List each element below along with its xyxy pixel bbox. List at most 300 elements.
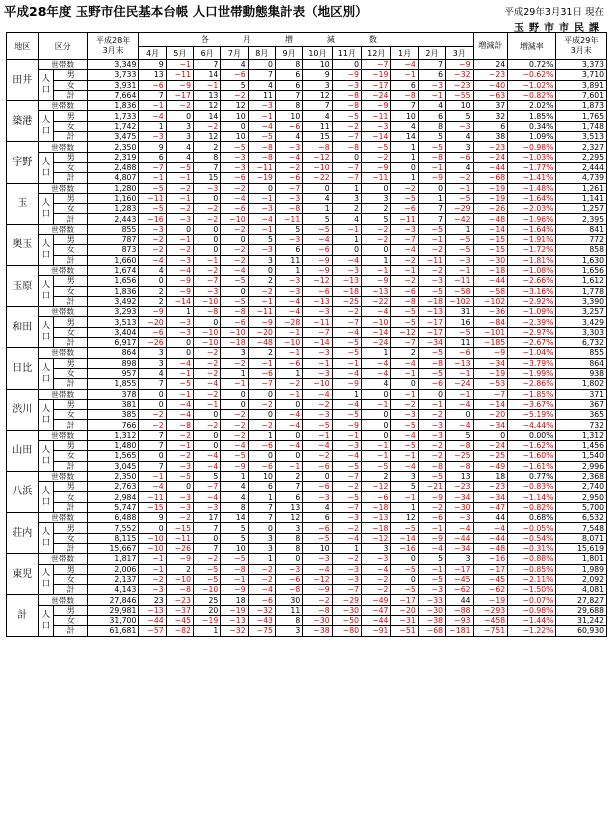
monthly-change: 2 xyxy=(139,286,166,296)
monthly-change: −3 xyxy=(418,430,445,440)
total-change: −14 xyxy=(473,399,508,409)
monthly-change: 12 xyxy=(275,513,302,523)
monthly-change: 0 xyxy=(332,245,361,255)
monthly-change: −5 xyxy=(391,585,418,595)
start-value: 7,664 xyxy=(87,90,138,100)
monthly-change: 5 xyxy=(248,235,275,245)
monthly-change: −2 xyxy=(166,430,193,440)
monthly-change: 6 xyxy=(303,513,332,523)
end-value: 841 xyxy=(556,224,607,234)
monthly-change: 8 xyxy=(275,616,302,626)
monthly-change: −20 xyxy=(391,605,418,615)
monthly-change: −1 xyxy=(193,399,220,409)
row-label-households: 世帯数 xyxy=(38,224,87,234)
monthly-change: −3 xyxy=(418,585,445,595)
monthly-change: −4 xyxy=(391,430,418,440)
monthly-change: −4 xyxy=(275,440,302,450)
table-row xyxy=(7,60,607,70)
monthly-change: 2 xyxy=(275,471,302,481)
change-rate: −1.03% xyxy=(508,152,556,162)
change-rate: −1.02% xyxy=(508,80,556,90)
monthly-change: 3 xyxy=(446,554,473,564)
monthly-change: 3 xyxy=(248,543,275,553)
monthly-change: 0 xyxy=(332,60,361,70)
monthly-change: −17 xyxy=(166,90,193,100)
monthly-change: −5 xyxy=(418,286,445,296)
monthly-change: −4 xyxy=(303,389,332,399)
monthly-change: −12 xyxy=(391,327,418,337)
table-row xyxy=(7,276,607,286)
monthly-change: −2 xyxy=(193,389,220,399)
total-change: −34 xyxy=(473,492,508,502)
table-row xyxy=(7,420,607,430)
header-month: 9月 xyxy=(275,47,302,60)
monthly-change: −5 xyxy=(446,193,473,203)
monthly-change: −4 xyxy=(362,368,391,378)
monthly-change: −12 xyxy=(303,152,332,162)
monthly-change: −1 xyxy=(166,235,193,245)
change-rate: −1.72% xyxy=(508,245,556,255)
header-category: 区分 xyxy=(38,33,87,60)
monthly-change: −5 xyxy=(391,523,418,533)
monthly-change: −1 xyxy=(446,389,473,399)
population-category: 人口 xyxy=(38,564,54,595)
change-rate: −3.67% xyxy=(508,399,556,409)
row-label-total: 計 xyxy=(54,338,88,348)
end-value: 2,395 xyxy=(556,214,607,224)
monthly-change: −8 xyxy=(332,101,361,111)
monthly-change: 6 xyxy=(139,152,166,162)
row-label-female: 女 xyxy=(54,368,88,378)
district-name: 八浜 xyxy=(7,471,39,512)
row-label-total: 計 xyxy=(54,132,88,142)
monthly-change: 0 xyxy=(446,410,473,420)
start-value: 3,293 xyxy=(87,307,138,317)
monthly-change: 0 xyxy=(221,389,248,399)
end-value: 4,081 xyxy=(556,585,607,595)
monthly-change: 1 xyxy=(362,348,391,358)
monthly-change: −3 xyxy=(275,276,302,286)
monthly-change: −22 xyxy=(303,173,332,183)
end-value: 3,513 xyxy=(556,132,607,142)
monthly-change: 6 xyxy=(275,70,302,80)
start-value: 27,846 xyxy=(87,595,138,605)
monthly-change: −24 xyxy=(362,90,391,100)
monthly-change: 10 xyxy=(221,543,248,553)
monthly-change: −24 xyxy=(446,379,473,389)
start-value: 957 xyxy=(87,368,138,378)
monthly-change: −1 xyxy=(248,193,275,203)
row-label-male: 男 xyxy=(54,193,88,203)
monthly-change: 3 xyxy=(166,121,193,131)
monthly-change: −5 xyxy=(391,307,418,317)
monthly-change: −1 xyxy=(248,296,275,306)
total-change: −26 xyxy=(473,204,508,214)
monthly-change: −3 xyxy=(332,80,361,90)
monthly-change: −4 xyxy=(275,307,302,317)
end-value: 1,456 xyxy=(556,440,607,450)
monthly-change: −17 xyxy=(418,317,445,327)
start-value: 3,045 xyxy=(87,461,138,471)
row-label-male: 男 xyxy=(54,152,88,162)
table-row xyxy=(7,193,607,203)
monthly-change: −24 xyxy=(362,338,391,348)
monthly-change: −3 xyxy=(391,224,418,234)
monthly-change: −10 xyxy=(193,338,220,348)
population-category: 人口 xyxy=(38,358,54,389)
total-change: −45 xyxy=(473,574,508,584)
end-value: 1,801 xyxy=(556,554,607,564)
monthly-change: 7 xyxy=(275,482,302,492)
monthly-change: 0 xyxy=(193,430,220,440)
monthly-change: 7 xyxy=(193,523,220,533)
monthly-change: −1 xyxy=(446,183,473,193)
start-value: 1,280 xyxy=(87,183,138,193)
monthly-change: 8 xyxy=(275,60,302,70)
monthly-change: −4 xyxy=(166,265,193,275)
monthly-change: −1 xyxy=(193,255,220,265)
monthly-change: −2 xyxy=(362,224,391,234)
monthly-change: −8 xyxy=(303,605,332,615)
monthly-change: −6 xyxy=(248,440,275,450)
row-label-total: 計 xyxy=(54,379,88,389)
change-rate: −0.85% xyxy=(508,564,556,574)
monthly-change: −18 xyxy=(332,286,361,296)
monthly-change: −6 xyxy=(248,368,275,378)
monthly-change: −2 xyxy=(193,214,220,224)
total-change: −23 xyxy=(473,70,508,80)
start-value: 1,660 xyxy=(87,255,138,265)
monthly-change: −5 xyxy=(139,204,166,214)
end-value: 2,092 xyxy=(556,574,607,584)
monthly-change: 14 xyxy=(221,513,248,523)
change-rate: 1.85% xyxy=(508,111,556,121)
table-row xyxy=(7,399,607,409)
row-label-total: 計 xyxy=(54,543,88,553)
end-value: 2,950 xyxy=(556,492,607,502)
monthly-change: 0 xyxy=(166,348,193,358)
monthly-change: 13 xyxy=(275,502,302,512)
monthly-change: −34 xyxy=(418,338,445,348)
monthly-change: −6 xyxy=(446,152,473,162)
monthly-change: −4 xyxy=(362,358,391,368)
monthly-change: −4 xyxy=(332,327,361,337)
monthly-change: −4 xyxy=(166,410,193,420)
monthly-change: −8 xyxy=(193,307,220,317)
monthly-change: −8 xyxy=(446,440,473,450)
monthly-change: 4 xyxy=(166,152,193,162)
monthly-change: −2 xyxy=(221,410,248,420)
end-value: 732 xyxy=(556,420,607,430)
monthly-change: 8 xyxy=(275,101,302,111)
monthly-change: 13 xyxy=(446,471,473,481)
monthly-change: −18 xyxy=(362,502,391,512)
start-value: 385 xyxy=(87,410,138,420)
monthly-change: −4 xyxy=(332,255,361,265)
monthly-change: −5 xyxy=(332,338,361,348)
monthly-change: −5 xyxy=(221,554,248,564)
change-rate: −0.98% xyxy=(508,142,556,152)
end-value: 1,802 xyxy=(556,379,607,389)
monthly-change: −2 xyxy=(139,420,166,430)
monthly-change: −11 xyxy=(418,255,445,265)
monthly-change: −2 xyxy=(221,358,248,368)
monthly-change: −2 xyxy=(193,348,220,358)
monthly-change: −6 xyxy=(139,327,166,337)
monthly-change: −8 xyxy=(418,152,445,162)
end-value: 6,532 xyxy=(556,513,607,523)
monthly-change: −7 xyxy=(193,482,220,492)
monthly-change: −3 xyxy=(303,492,332,502)
monthly-change: −19 xyxy=(221,605,248,615)
end-value: 1,612 xyxy=(556,276,607,286)
monthly-change: −3 xyxy=(332,574,361,584)
header-month: 8月 xyxy=(248,47,275,60)
monthly-change: −5 xyxy=(248,132,275,142)
monthly-change: 31 xyxy=(446,307,473,317)
monthly-change: −1 xyxy=(166,389,193,399)
end-value: 15,619 xyxy=(556,543,607,553)
total-change: −53 xyxy=(473,379,508,389)
end-value: 1,257 xyxy=(556,204,607,214)
monthly-change: 0 xyxy=(248,183,275,193)
monthly-change: −5 xyxy=(303,533,332,543)
monthly-change: −3 xyxy=(166,317,193,327)
monthly-change: −1 xyxy=(303,430,332,440)
monthly-change: −5 xyxy=(332,111,361,121)
monthly-change: −16 xyxy=(139,214,166,224)
end-value: 3,429 xyxy=(556,317,607,327)
total-change: 37 xyxy=(473,101,508,111)
monthly-change: −3 xyxy=(193,502,220,512)
monthly-change: −3 xyxy=(418,276,445,286)
monthly-change: −9 xyxy=(166,286,193,296)
monthly-change: 0 xyxy=(362,245,391,255)
monthly-change: −10 xyxy=(193,585,220,595)
monthly-change: 7 xyxy=(248,70,275,80)
table-row xyxy=(7,379,607,389)
end-value: 27,827 xyxy=(556,595,607,605)
monthly-change: −3 xyxy=(332,564,361,574)
monthly-change: −2 xyxy=(248,574,275,584)
monthly-change: 8 xyxy=(418,121,445,131)
monthly-change: −1 xyxy=(166,60,193,70)
change-rate: 2.02% xyxy=(508,101,556,111)
monthly-change: −14 xyxy=(391,533,418,543)
monthly-change: 0 xyxy=(362,389,391,399)
header-end: 平成29年 3月末 xyxy=(556,33,607,60)
header-change-group: 各月増減数 xyxy=(200,35,411,44)
monthly-change: 7 xyxy=(248,502,275,512)
monthly-change: 1 xyxy=(221,368,248,378)
monthly-change: −181 xyxy=(446,626,473,636)
monthly-change: 0 xyxy=(362,420,391,430)
monthly-change: −1 xyxy=(446,265,473,275)
monthly-change: −4 xyxy=(391,358,418,368)
change-rate: −1.64% xyxy=(508,193,556,203)
start-value: 1,733 xyxy=(87,111,138,121)
monthly-change: −6 xyxy=(418,379,445,389)
start-value: 4,143 xyxy=(87,585,138,595)
monthly-change: −5 xyxy=(332,461,361,471)
monthly-change: −1 xyxy=(418,399,445,409)
header-rate: 増減率 xyxy=(508,33,556,60)
monthly-change: 5 xyxy=(275,224,302,234)
monthly-change: 4 xyxy=(248,80,275,90)
monthly-change: 7 xyxy=(303,101,332,111)
monthly-change: −15 xyxy=(166,523,193,533)
total-change: −68 xyxy=(473,173,508,183)
table-row xyxy=(7,245,607,255)
monthly-change: −5 xyxy=(418,471,445,481)
monthly-change: −4 xyxy=(139,111,166,121)
monthly-change: 2 xyxy=(166,564,193,574)
total-change: −24 xyxy=(473,152,508,162)
monthly-change: −44 xyxy=(446,533,473,543)
total-change: −751 xyxy=(473,626,508,636)
monthly-change: 4 xyxy=(221,492,248,502)
monthly-change: 6 xyxy=(391,80,418,90)
monthly-change: 5 xyxy=(418,132,445,142)
change-rate: −1.41% xyxy=(508,173,556,183)
monthly-change: −1 xyxy=(221,574,248,584)
monthly-change: −12 xyxy=(303,276,332,286)
monthly-change: 11 xyxy=(248,90,275,100)
monthly-change: −102 xyxy=(446,296,473,306)
population-category: 人口 xyxy=(38,523,54,554)
monthly-change: 4 xyxy=(303,193,332,203)
start-value: 2,763 xyxy=(87,482,138,492)
monthly-change: −8 xyxy=(418,461,445,471)
header-month: 12月 xyxy=(362,47,391,60)
monthly-change: −44 xyxy=(139,616,166,626)
monthly-change: −58 xyxy=(446,286,473,296)
monthly-change: 1 xyxy=(248,492,275,502)
total-change: −16 xyxy=(473,554,508,564)
total-change: −24 xyxy=(473,440,508,450)
monthly-change: −45 xyxy=(446,574,473,584)
table-row xyxy=(7,605,607,615)
monthly-change: 9 xyxy=(139,60,166,70)
monthly-change: 0 xyxy=(139,389,166,399)
table-row xyxy=(7,307,607,317)
table-row xyxy=(7,214,607,224)
end-value: 1,765 xyxy=(556,111,607,121)
header-month: 2月 xyxy=(418,47,445,60)
start-value: 766 xyxy=(87,420,138,430)
row-label-female: 女 xyxy=(54,121,88,131)
monthly-change: −10 xyxy=(275,338,302,348)
monthly-change: 4 xyxy=(391,121,418,131)
monthly-change: −6 xyxy=(446,348,473,358)
monthly-change: −6 xyxy=(303,286,332,296)
monthly-change: −3 xyxy=(166,461,193,471)
start-value: 2,137 xyxy=(87,574,138,584)
table-row xyxy=(7,585,607,595)
end-value: 1,312 xyxy=(556,430,607,440)
monthly-change: −19 xyxy=(193,616,220,626)
monthly-change: −7 xyxy=(332,502,361,512)
monthly-change: −7 xyxy=(303,327,332,337)
monthly-change: −80 xyxy=(332,626,361,636)
table-row xyxy=(7,121,607,131)
total-change: 18 xyxy=(473,471,508,481)
monthly-change: −5 xyxy=(391,564,418,574)
monthly-change: −10 xyxy=(193,327,220,337)
change-rate: −1.77% xyxy=(508,162,556,172)
monthly-change: −11 xyxy=(391,214,418,224)
monthly-change: −2 xyxy=(332,523,361,533)
population-category: 人口 xyxy=(38,440,54,471)
row-label-households: 世帯数 xyxy=(38,307,87,317)
header-month: 4月 xyxy=(139,47,166,60)
total-change: −23 xyxy=(473,142,508,152)
district-name: 玉原 xyxy=(7,265,39,306)
row-label-households: 世帯数 xyxy=(38,554,87,564)
end-value: 6,732 xyxy=(556,338,607,348)
monthly-change: −6 xyxy=(248,461,275,471)
row-label-female: 女 xyxy=(54,410,88,420)
monthly-change: 13 xyxy=(139,70,166,80)
start-value: 381 xyxy=(87,399,138,409)
header-month: 5月 xyxy=(166,47,193,60)
monthly-change: 0 xyxy=(275,451,302,461)
start-value: 3,931 xyxy=(87,80,138,90)
monthly-change: −7 xyxy=(332,471,361,481)
monthly-change: −1 xyxy=(248,358,275,368)
start-value: 2,006 xyxy=(87,564,138,574)
monthly-change: −5 xyxy=(221,296,248,306)
monthly-change: −3 xyxy=(193,183,220,193)
monthly-change: −2 xyxy=(362,585,391,595)
end-value: 1,989 xyxy=(556,564,607,574)
monthly-change: 12 xyxy=(193,101,220,111)
monthly-change: −3 xyxy=(166,492,193,502)
monthly-change: 4 xyxy=(166,142,193,152)
district-name: 和田 xyxy=(7,307,39,348)
start-value: 2,350 xyxy=(87,142,138,152)
monthly-change: −33 xyxy=(418,595,445,605)
monthly-change: 8 xyxy=(275,533,302,543)
monthly-change: −2 xyxy=(418,451,445,461)
monthly-change: −4 xyxy=(248,214,275,224)
monthly-change: −6 xyxy=(275,574,302,584)
monthly-change: −38 xyxy=(418,616,445,626)
monthly-change: 1 xyxy=(248,554,275,564)
monthly-change: −23 xyxy=(166,595,193,605)
monthly-change: 10 xyxy=(221,132,248,142)
monthly-change: −5 xyxy=(221,451,248,461)
monthly-change: −2 xyxy=(139,410,166,420)
monthly-change: −5 xyxy=(332,492,361,502)
monthly-change: −1 xyxy=(391,451,418,461)
monthly-change: −9 xyxy=(166,80,193,90)
change-rate: −1.50% xyxy=(508,585,556,595)
monthly-change: −9 xyxy=(303,255,332,265)
monthly-change: 3 xyxy=(275,523,302,533)
monthly-change: 25 xyxy=(193,595,220,605)
monthly-change: 5 xyxy=(303,214,332,224)
end-value: 3,257 xyxy=(556,307,607,317)
monthly-change: −4 xyxy=(446,523,473,533)
monthly-change: −8 xyxy=(332,142,361,152)
start-value: 7,552 xyxy=(87,523,138,533)
change-rate: 0.00% xyxy=(508,430,556,440)
monthly-change: −3 xyxy=(139,224,166,234)
table-row xyxy=(7,440,607,450)
total-change: −44 xyxy=(473,533,508,543)
table-row xyxy=(7,286,607,296)
